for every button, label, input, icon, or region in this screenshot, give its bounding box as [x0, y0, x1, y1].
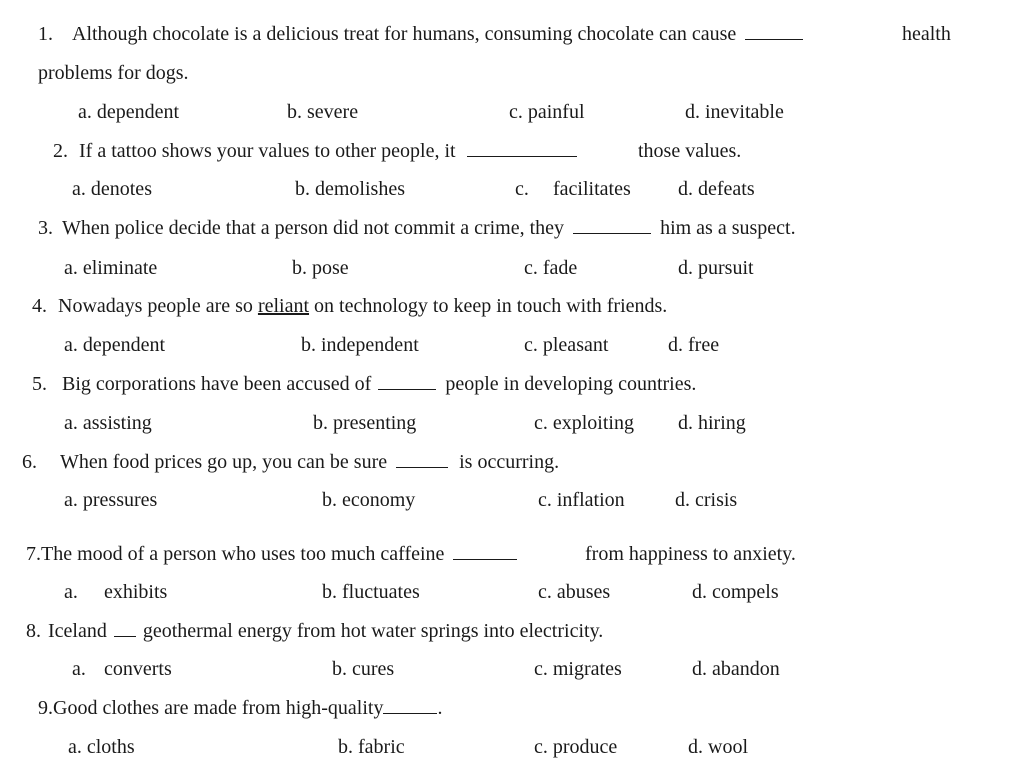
option-b: b. presenting	[313, 412, 417, 434]
question-text-after: those values.	[638, 140, 742, 162]
option-c: c. painful	[509, 101, 585, 123]
question-continuation: problems for dogs.	[38, 62, 189, 84]
question-text-after: is occurring.	[459, 451, 560, 473]
option-b: b. independent	[301, 334, 419, 356]
option-b: b. pose	[292, 257, 349, 279]
option-b: b. economy	[322, 489, 416, 511]
question-number: 2.	[53, 140, 68, 162]
question-number: 6.	[22, 451, 37, 473]
option-c: c. produce	[534, 736, 618, 758]
question-number: 8.	[26, 620, 41, 642]
option-d: d. compels	[692, 581, 779, 603]
answer-blank[interactable]	[378, 373, 436, 390]
option-a-letter: a.	[64, 581, 78, 603]
answer-blank[interactable]	[467, 140, 577, 157]
question-2	[53, 139, 577, 163]
option-a-letter: a.	[72, 658, 86, 680]
option-c: c. abuses	[538, 581, 611, 603]
question-number: 5.	[32, 373, 47, 395]
option-d: d. abandon	[692, 658, 780, 680]
question-text-before: When police decide that a person did not commit a crime, they	[62, 217, 565, 239]
option-b: b. cures	[332, 658, 395, 680]
answer-blank[interactable]	[114, 620, 136, 637]
question-5	[32, 372, 696, 396]
question-7	[26, 542, 517, 566]
option-d: d. hiring	[678, 412, 746, 434]
option-d: d. inevitable	[685, 101, 784, 123]
question-number: 7.	[26, 543, 41, 565]
option-a: a. eliminate	[64, 257, 158, 279]
question-text-before: When food prices go up, you can be sure	[60, 451, 388, 473]
question-text-after: health	[902, 23, 951, 45]
question-text-before: Big corporations have been accused of	[62, 373, 372, 395]
answer-blank[interactable]	[383, 697, 437, 714]
question-text-after: from happiness to anxiety.	[585, 543, 796, 565]
option-a: converts	[104, 658, 172, 680]
option-c: c. exploiting	[534, 412, 634, 434]
question-6	[22, 450, 559, 474]
option-b: b. fabric	[338, 736, 405, 758]
option-c: facilitates	[553, 178, 631, 200]
question-1	[38, 22, 803, 46]
option-b: b. demolishes	[295, 178, 405, 200]
question-number: 1.	[38, 23, 53, 45]
question-8	[26, 619, 603, 643]
answer-blank[interactable]	[745, 23, 803, 40]
question-number: 3.	[38, 217, 53, 239]
option-a: a. pressures	[64, 489, 158, 511]
question-9	[38, 696, 442, 720]
question-text-before: Iceland	[48, 620, 107, 642]
option-c: c. fade	[524, 257, 578, 279]
option-b: b. fluctuates	[322, 581, 420, 603]
question-text-after: geothermal energy from hot water springs into electricity.	[142, 620, 604, 642]
question-number: 9.	[38, 697, 53, 719]
question-text-after: him as a suspect.	[660, 217, 796, 239]
question-number: 4.	[32, 295, 47, 317]
option-a: a. assisting	[64, 412, 152, 434]
answer-blank[interactable]	[573, 217, 651, 234]
question-3	[38, 216, 796, 240]
question-text-after: on technology to keep in touch with friends.	[314, 295, 668, 317]
question-4	[32, 294, 667, 318]
question-text-before: Although chocolate is a delicious treat for humans, consuming chocolate can cause	[72, 23, 737, 45]
option-a: a. dependent	[64, 334, 166, 356]
option-a: a. dependent	[78, 101, 180, 123]
option-d: d. crisis	[675, 489, 738, 511]
option-d: d. free	[668, 334, 720, 356]
question-text-after: people in developing countries.	[445, 373, 697, 395]
option-b: b. severe	[287, 101, 359, 123]
answer-blank[interactable]	[453, 543, 517, 560]
option-c-letter: c.	[515, 178, 529, 200]
question-text-before: If a tattoo shows your values to other people, it	[79, 140, 456, 162]
underlined-word: reliant	[257, 295, 310, 317]
option-a: a. denotes	[72, 178, 152, 200]
option-d: d. pursuit	[678, 257, 754, 279]
question-text-after: .	[437, 697, 443, 719]
option-d: d. wool	[688, 736, 748, 758]
answer-blank[interactable]	[396, 451, 448, 468]
question-text-before: Nowadays people are so	[58, 295, 253, 317]
option-c: c. inflation	[538, 489, 625, 511]
question-text-before: Good clothes are made from high-quality	[53, 697, 384, 719]
option-c: c. migrates	[534, 658, 622, 680]
option-a: exhibits	[104, 581, 168, 603]
option-d: d. defeats	[678, 178, 755, 200]
option-c: c. pleasant	[524, 334, 609, 356]
question-text-before: The mood of a person who uses too much caffeine	[41, 543, 445, 565]
option-a: a. cloths	[68, 736, 135, 758]
